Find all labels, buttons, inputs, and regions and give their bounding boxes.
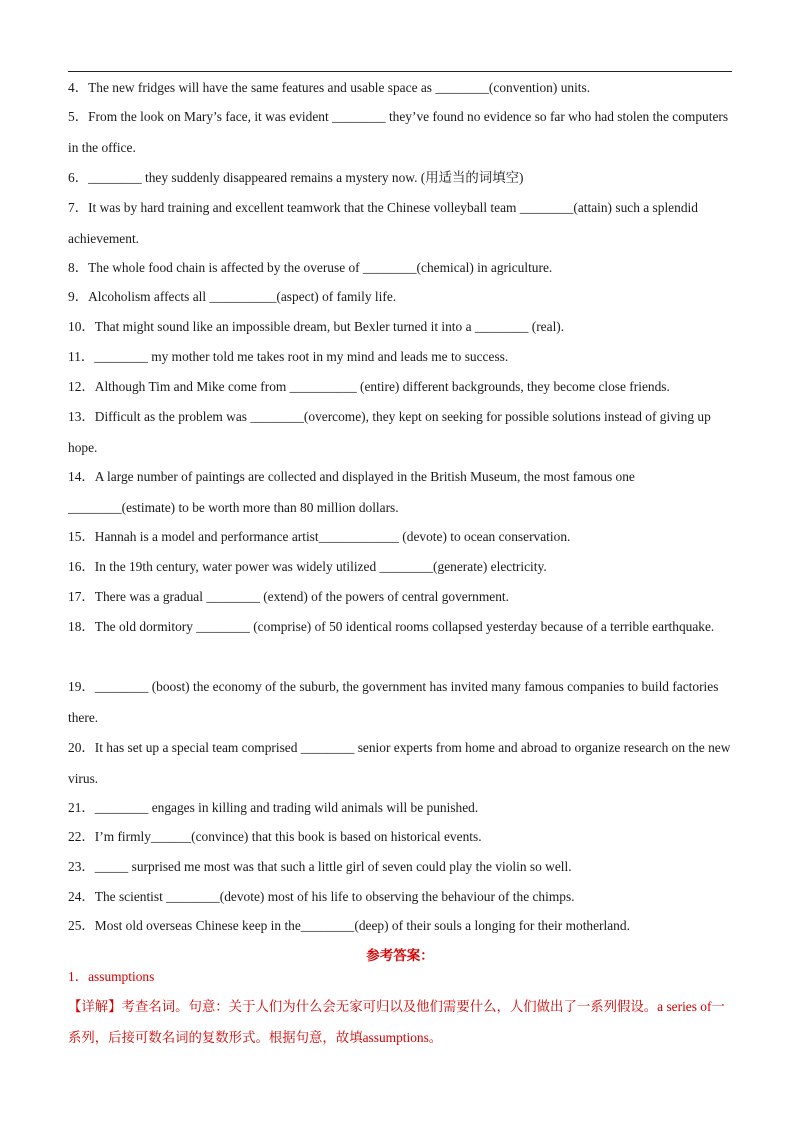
- question-17: 17．There was a gradual ________ (extend) of the powers of central government.: [68, 589, 509, 604]
- question-19: 19．________ (boost) the economy of the suburb, the government has invited many famous companies to build factories there.: [68, 679, 719, 725]
- question-25: 25．Most old overseas Chinese keep in the________(deep) of their souls a longing for their motherland.: [68, 918, 630, 933]
- question-10: 10．That might sound like an impossible dream, but Bexler turned it into a ________ (real).: [68, 319, 565, 334]
- question-18: 18．The old dormitory ________ (comprise) of 50 identical rooms collapsed yesterday because of a terrible earthquake.: [68, 619, 715, 634]
- question-7: 7．It was by hard training and excellent teamwork that the Chinese volleyball team ________(attain) such a splendid achievement.: [68, 200, 698, 246]
- question-11: 11．________ my mother told me takes root in my mind and leads me to success.: [68, 349, 509, 364]
- answer-key-1: 1．assumptions: [68, 969, 155, 984]
- question-6: 6．________ they suddenly disappeared remains a mystery now. (用适当的词填空): [68, 170, 524, 185]
- answers-title: 参考答案：: [366, 948, 434, 963]
- question-12: 12．Although Tim and Mike come from __________ (entire) different backgrounds, they become close friends.: [68, 379, 670, 394]
- question-20: 20．It has set up a special team comprised ________ senior experts from home and abroad to organize research on the new virus.: [68, 740, 731, 786]
- question-9: 9．Alcoholism affects all __________(aspect) of family life.: [68, 289, 397, 304]
- answer-detail-1: 【详解】考查名词。句意：关于人们为什么会无家可归以及他们需要什么，人们做出了一系列假设。a series of一系列，后接可数名词的复数形式。根据句意，故填assumptions。: [68, 999, 725, 1045]
- question-13: 13．Difficult as the problem was ________(overcome), they kept on seeking for possible solutions instead of giving up hope.: [68, 409, 711, 455]
- question-23: 23．_____ surprised me most was that such a little girl of seven could play the violin so well.: [68, 859, 572, 874]
- question-24: 24．The scientist ________(devote) most of his life to observing the behaviour of the chimps.: [68, 889, 575, 904]
- question-22: 22．I’m firmly______(convince) that this book is based on historical events.: [68, 829, 482, 844]
- question-15: 15．Hannah is a model and performance artist____________ (devote) to ocean conservation.: [68, 529, 571, 544]
- question-4: 4．The new fridges will have the same features and usable space as ________(convention) units.: [68, 80, 591, 95]
- question-14: 14．A large number of paintings are collected and displayed in the British Museum, the most famous one ________(estimate) to be worth more than 80 million dollars.: [68, 469, 635, 515]
- question-16: 16．In the 19th century, water power was widely utilized ________(generate) electricity.: [68, 559, 547, 574]
- question-21: 21．________ engages in killing and trading wild animals will be punished.: [68, 800, 479, 815]
- question-8: 8．The whole food chain is affected by the overuse of ________(chemical) in agriculture.: [68, 260, 553, 275]
- question-5: 5．From the look on Mary’s face, it was evident ________ they’ve found no evidence so far who had stolen the computers in the office.: [68, 109, 729, 155]
